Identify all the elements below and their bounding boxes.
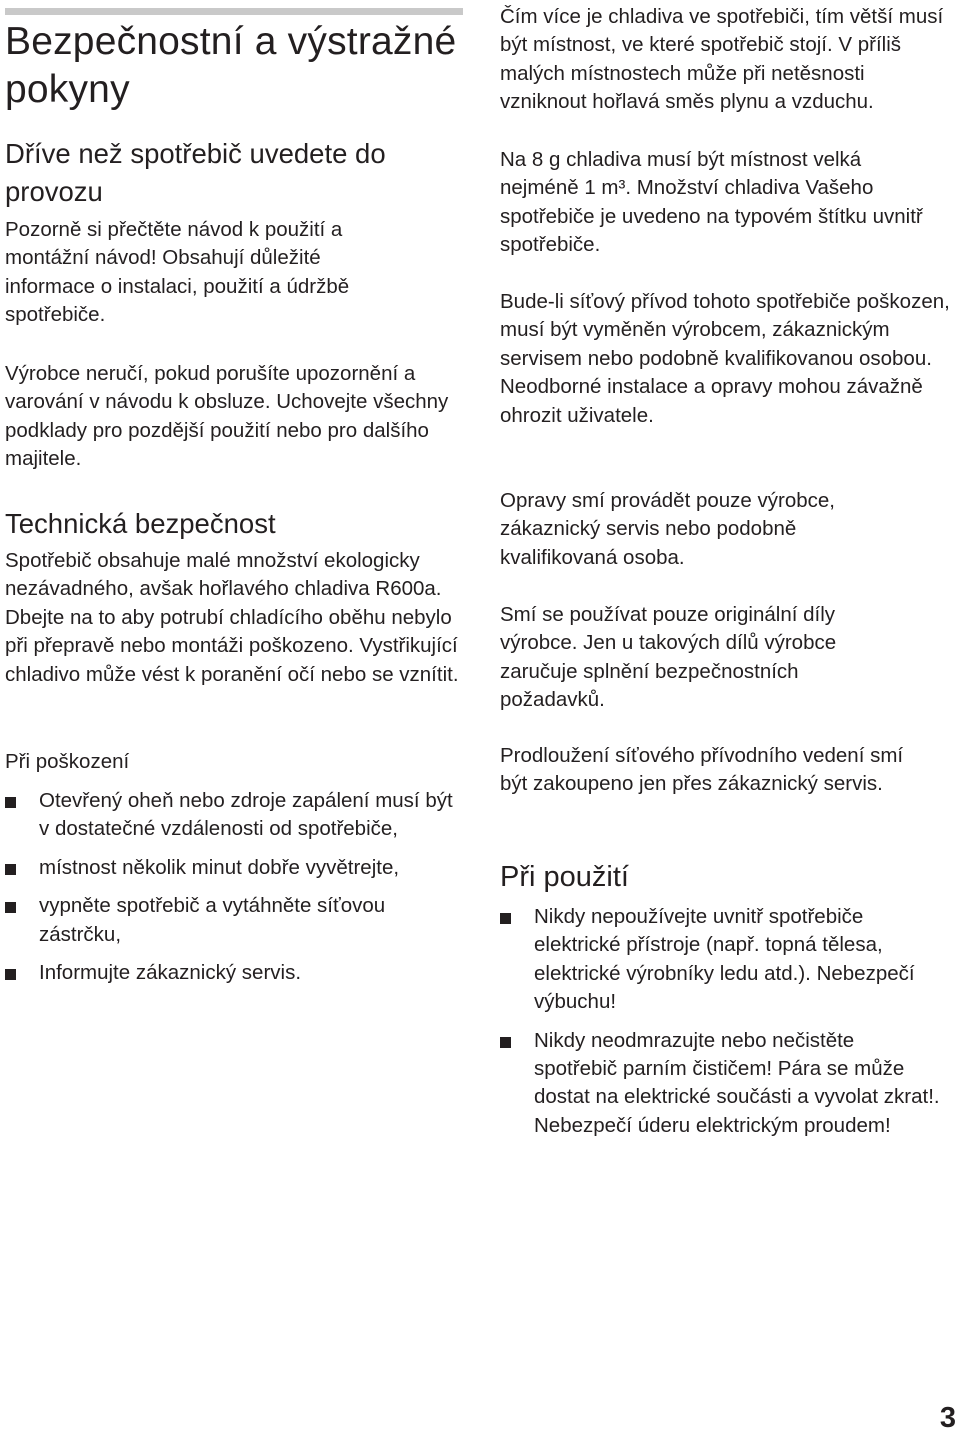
bullet-square-icon xyxy=(5,969,16,980)
list-item: Informujte zákaznický servis. xyxy=(5,959,461,987)
intro-paragraph: Pozorně si přečtěte návod k použití a montážní návod! Obsahují důležité informace o instalaci, použití a údržbě spotřebiče. xyxy=(5,218,350,327)
list-item: vypněte spotřebič a vytáhněte síťovou zástrčku, xyxy=(5,892,461,949)
extension-cord-paragraph: Prodloužení síťového přívodního vedení smí být zakoupeno jen přes zákaznický servis. xyxy=(500,744,904,796)
bullet-square-icon xyxy=(5,797,16,808)
list-item: Otevřený oheň nebo zdroje zapálení musí být v dostatečné vzdálenosti od spotřebiče, xyxy=(5,787,461,844)
list-item: Nikdy nepoužívejte uvnitř spotřebiče elektrické přístroje (např. topná tělesa, elektrické výrobníky ledu atd.). Nebezpečí výbuchu! xyxy=(500,903,940,1017)
damage-steps-list xyxy=(5,787,461,987)
page-number: 3 xyxy=(939,1402,956,1434)
original-parts-paragraph: Smí se používat pouze originální díly výrobce. Jen u takových dílů výrobce zaručuje splnění bezpečnostních požadavků. xyxy=(500,603,837,712)
heading-technical-safety: Technická bezpečnost xyxy=(5,508,276,539)
damage-label: Při poškození xyxy=(5,750,130,773)
heading-during-use: Při použití xyxy=(500,861,629,893)
repairs-paragraph: Opravy smí provádět pouze výrobce, zákaznický servis nebo podobně kvalifikovaná osoba. xyxy=(500,489,835,569)
heading-before-use: Dříve než spotřebič uvedete do provozu xyxy=(5,138,386,207)
use-warnings-list xyxy=(500,903,940,1140)
bullet-square-icon xyxy=(500,913,511,924)
list-item: Nikdy neodmrazujte nebo nečistěte spotřebič parním čističem! Pára se může dostat na elektrické součásti a vyvolat zkrat!. Nebezpečí úderu elektrickým proudem! xyxy=(500,1027,940,1141)
refrigerant-paragraph: Spotřebič obsahuje malé množství ekologicky nezávadného, avšak hořlavého chladiva R600a. Dbejte na to aby potrubí chladícího oběhu nebylo při přepravě nebo montáži poškozeno. Vystřikující chladivo může vést k poranění očí nebo se vznítit. xyxy=(5,549,459,686)
liability-paragraph: Výrobce neručí, pokud porušíte upozornění a varování v návodu k obsluze. Uchovejte všechny podklady pro pozdější použití nebo pro dalšího majitele. xyxy=(5,362,449,471)
bullet-square-icon xyxy=(500,1037,511,1048)
refrigerant-amount-paragraph: Na 8 g chladiva musí být místnost velká nejméně 1 m³. Množství chladiva Vašeho spotřebiče je uvedeno na typovém štítku uvnitř spotřebiče. xyxy=(500,148,923,257)
page-title: Bezpečnostní a výstražné pokyny xyxy=(5,20,457,111)
bullet-square-icon xyxy=(5,902,16,913)
power-cord-paragraph: Bude-li síťový přívod tohoto spotřebiče poškozen, musí být vyměněn výrobcem, zákaznickým servisem nebo podobně kvalifikovanou osobou. Neodborné instalace a opravy mohou závažně ohrozit uživatele. xyxy=(500,290,950,427)
room-size-paragraph: Čím více je chladiva ve spotřebiči, tím větší musí být místnost, ve které spotřebič stojí. V příliš malých místnostech může při netěsnosti vzniknout hořlavá směs plynu a vzduchu. xyxy=(500,5,944,114)
bullet-square-icon xyxy=(5,864,16,875)
list-item: místnost několik minut dobře vyvětrejte, xyxy=(5,854,461,882)
title-rule xyxy=(5,8,463,15)
